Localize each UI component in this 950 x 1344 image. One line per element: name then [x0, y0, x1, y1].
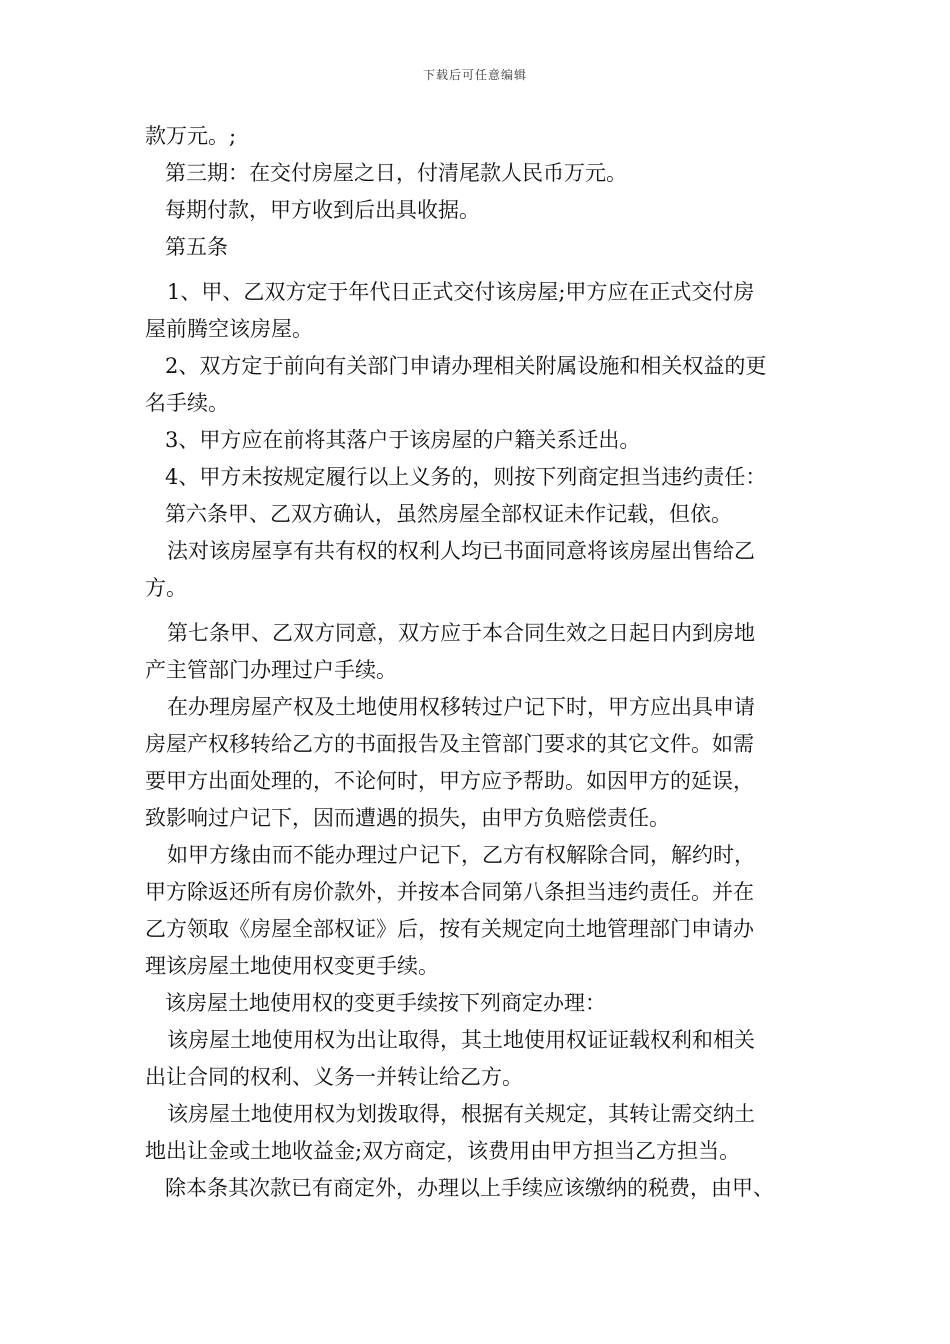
text-line: 除本条其次款已有商定外，办理以上手续应该缴纳的税费，由甲、: [165, 1176, 774, 1200]
text-line: 款万元。;: [145, 124, 237, 148]
text-line: 方。: [145, 576, 187, 600]
text-line: 要甲方出面处理的，不论何时，甲方应予帮助。如因甲方的延误，: [145, 769, 754, 793]
text-line: 产主管部门办理过户手续。: [145, 658, 397, 682]
text-line: 地出让金或土地收益金;双方商定，该费用由甲方担当乙方担当。: [145, 1139, 741, 1163]
text-line: 该房屋土地使用权为划拨取得，根据有关规定，其转让需交纳土: [167, 1102, 755, 1126]
text-line: 2、双方定于前向有关部门申请办理相关附属设施和相关权益的更: [165, 354, 767, 378]
page-header: 下载后可任意编辑: [422, 68, 527, 82]
text-line: 4、甲方未按规定履行以上义务的，则按下列商定担当违约责任：: [165, 465, 767, 489]
text-line: 第六条甲、乙双方确认，虽然房屋全部权证未作记载，但依。: [165, 502, 732, 526]
document-body: [145, 118, 835, 1207]
text-line: 第五条: [165, 235, 228, 259]
text-line: 该房屋土地使用权为出让取得，其土地使用权证证载权利和相关: [167, 1028, 755, 1052]
text-line: 乙方领取《房屋全部权证》后，按有关规定向土地管理部门申请办: [145, 917, 754, 941]
text-line: 名手续。: [145, 391, 229, 415]
text-line: 3、甲方应在前将其落户于该房屋的户籍关系迁出。: [165, 428, 641, 452]
text-line: 理该房屋土地使用权变更手续。: [145, 954, 439, 978]
text-line: 第七条甲、乙双方同意，双方应于本合同生效之日起日内到房地: [167, 621, 755, 645]
text-line: 房屋产权移转给乙方的书面报告及主管部门要求的其它文件。如需: [145, 732, 754, 756]
text-line: 甲方除返还所有房价款外，并按本合同第八条担当违约责任。并在: [145, 880, 754, 904]
text-line: 1、甲、乙双方定于年代日正式交付该房屋;甲方应在正式交付房: [167, 280, 755, 304]
text-line: 第三期：在交付房屋之日，付清尾款人民币万元。: [165, 161, 627, 185]
text-line: 出让合同的权利、义务一并转让给乙方。: [145, 1065, 523, 1089]
text-line: 在办理房屋产权及土地使用权移转过户记下时，甲方应出具申请: [167, 695, 755, 719]
text-line: 如甲方缘由而不能办理过户记下，乙方有权解除合同，解约时，: [167, 843, 755, 867]
text-line: 法对该房屋享有共有权的权利人均已书面同意将该房屋出售给乙: [167, 539, 755, 563]
text-line: 每期付款，甲方收到后出具收据。: [165, 198, 480, 222]
text-line: 致影响过户记下，因而遭遇的损失，由甲方负赔偿责任。: [145, 806, 670, 830]
text-line: 该房屋土地使用权的变更手续按下列商定办理：: [165, 991, 606, 1015]
text-line: 屋前腾空该房屋。: [145, 317, 313, 341]
